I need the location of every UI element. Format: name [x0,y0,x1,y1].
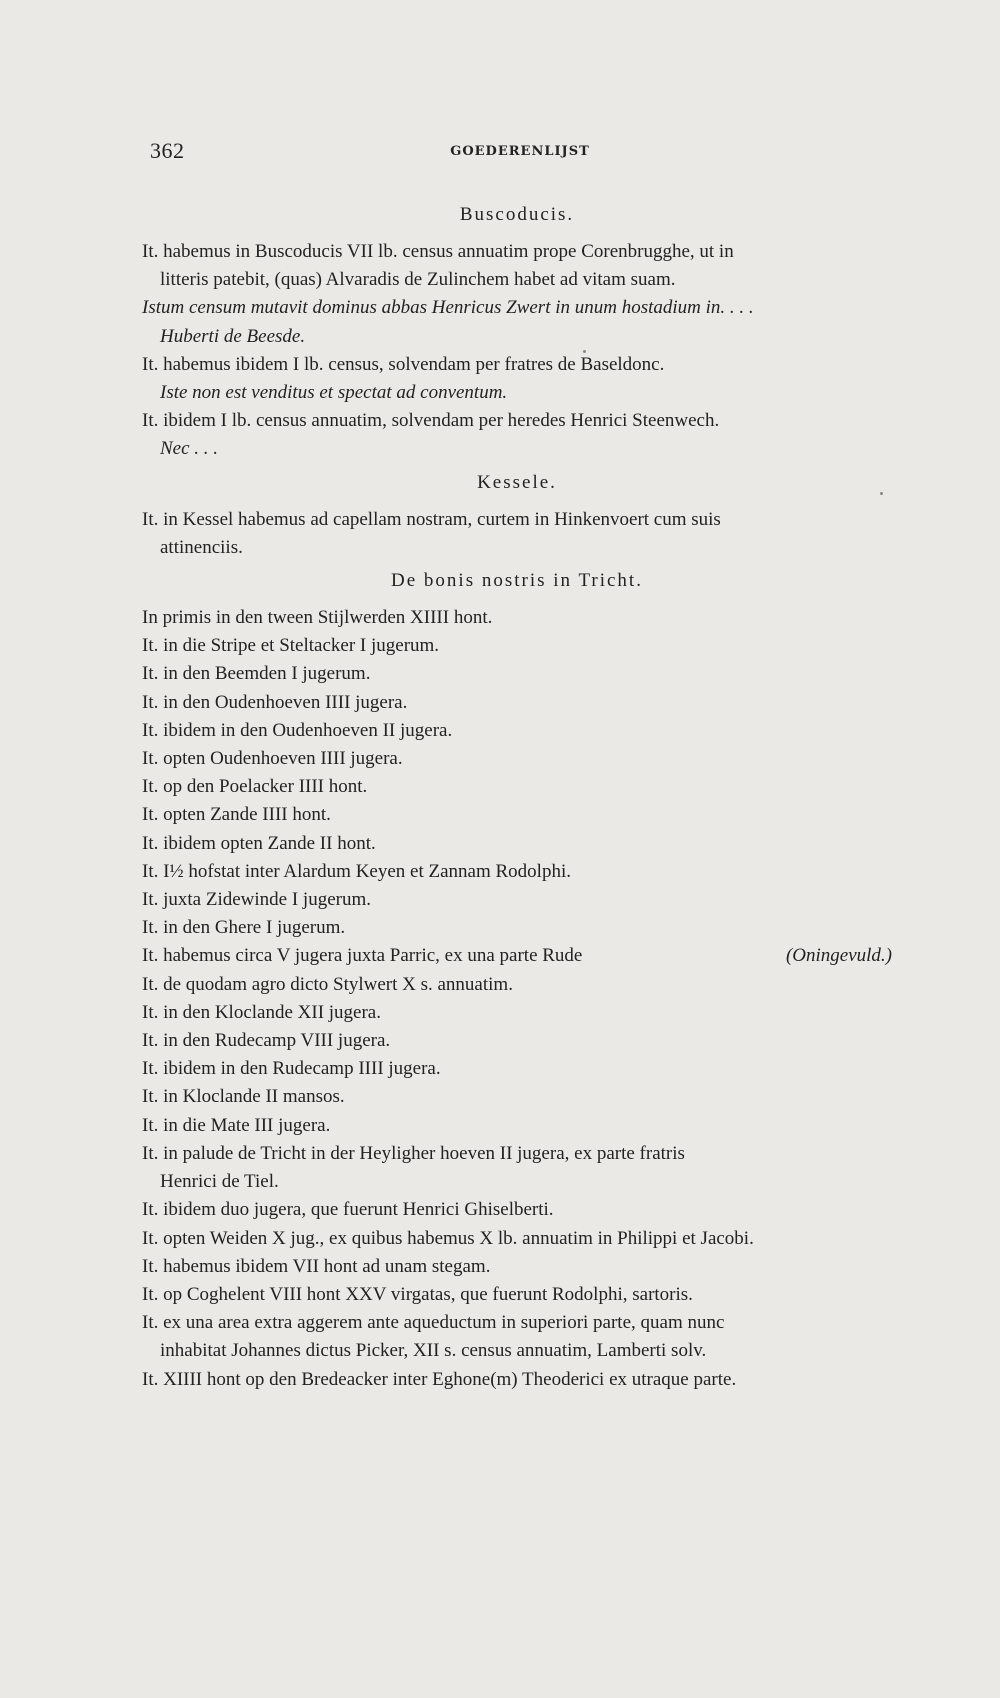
entry-line [142,717,892,745]
entry-line [142,914,892,942]
entry-line [142,1112,892,1140]
entry-text: It. in den Ghere I jugerum. [142,917,346,939]
entry-text: It. in den Rudecamp VIII jugera. [142,1030,391,1052]
section-heading: Buscoducis. [459,204,575,225]
entry-line [142,294,892,322]
entry-line [142,1140,892,1168]
entry-text: It. ibidem in den Rudecamp IIII jugera. [142,1058,441,1080]
entry-line [142,1168,892,1196]
entry-text: It. habemus ibidem I lb. census, solvendam per fratres de Baseldonc. [142,353,665,375]
page-number: 362 [150,138,185,163]
entry-text: Istum censum mutavit dominus abbas Henricus Zwert in unum hostadium in. . . . [142,297,754,319]
entry-text: It. ex una area extra aggerem ante aqueductum in superiori parte, quam nunc [142,1312,725,1334]
entry-line [142,1083,892,1111]
entry-text: litteris patebit, (quas) Alvaradis de Zulinchem habet ad vitam suam. [160,269,676,291]
entry-text: It. in den Kloclande XII jugera. [142,1001,381,1023]
entry-line [142,379,892,407]
entry-text: It. in den Beemden I jugerum. [142,663,371,685]
entry-text: It. ibidem duo jugera, que fuerunt Henrici Ghiselberti. [142,1199,554,1221]
section-heading: De bonis nostris in Tricht. [391,570,643,592]
entry-line [142,1253,892,1281]
entry-text: attinenciis. [160,536,243,558]
entry-line [142,689,892,717]
entry-line [142,1337,892,1365]
entry-line [142,1366,892,1394]
entry-line [142,604,892,632]
entry-text: It. in Kloclande II mansos. [142,1086,345,1108]
entry-text: It. in die Stripe et Steltacker I jugerum. [142,635,440,657]
section-heading: Kessele. [477,471,557,493]
entry-line [142,1196,892,1224]
entry-text: It. habemus ibidem VII hont ad unam stegam. [142,1255,491,1277]
entry-text: It. in Kessel habemus ad capellam nostram, curtem in Hinkenvoert cum suis [142,508,721,530]
entry-text: It. juxta Zidewinde I jugerum. [142,889,371,911]
page-header [150,138,890,168]
entry-line [142,773,892,801]
entry-text: It. opten Weiden X jug., ex quibus habemus X lb. annuatim in Philippi et Jacobi. [142,1227,754,1249]
entry-text: It. opten Zande IIII hont. [142,804,331,826]
speck [880,492,883,495]
entry-text: Nec . . . [160,438,219,460]
entry-text: inhabitat Johannes dictus Picker, XII s. census annuatim, Lamberti solv. [160,1340,707,1362]
entry-line [142,830,892,858]
entry-text: It. in die Mate III jugera. [142,1114,331,1136]
margin-note: (Oningevuld.) [785,945,892,967]
entry-text: Huberti de Beesde. [160,325,306,347]
entry-line [142,1281,892,1309]
entry-text: It. XIIII hont op den Bredeacker inter Eghone(m) Theoderici ex utraque parte. [142,1368,737,1390]
speck [583,350,586,353]
entry-line [142,1225,892,1253]
entry-text: It. in den Oudenhoeven IIII jugera. [142,691,408,713]
entry-line [142,971,892,999]
entry-text: It. habemus circa V jugera juxta Parric, ex una parte Rude [142,945,583,967]
document-body [142,196,892,1394]
entry-text: It. ibidem in den Oudenhoeven II jugera. [142,719,453,741]
entry-line [142,435,892,463]
entry-line [142,942,892,970]
entry-line [142,506,892,534]
entry-line [142,745,892,773]
entry-line [142,999,892,1027]
entry-line [142,407,892,435]
entry-line [142,351,892,379]
entry-text: It. ibidem opten Zande II hont. [142,832,376,854]
entry-line [142,886,892,914]
entry-line [142,801,892,829]
entry-text: In primis in den tween Stijlwerden XIIII hont. [142,607,493,629]
entry-line [142,660,892,688]
entry-line [142,1055,892,1083]
entry-text: Iste non est venditus et spectat ad conventum. [160,382,508,404]
entry-text: It. habemus in Buscoducis VII lb. census annuatim prope Corenbrugghe, ut in [142,241,734,262]
entry-line [142,632,892,660]
running-title: GOEDERENLIJST [450,144,590,159]
entry-text: It. op Coghelent VIII hont XXV virgatas, que fuerunt Rodolphi, sartoris. [142,1283,693,1305]
entry-text: It. ibidem I lb. census annuatim, solvendam per heredes Henrici Steenwech. [142,410,720,432]
entry-line [142,858,892,886]
entry-text: It. de quodam agro dicto Stylwert X s. annuatim. [142,973,513,995]
entry-text: It. op den Poelacker IIII hont. [142,776,368,798]
entry-line [142,534,892,562]
entry-line [142,238,892,266]
entry-text: It. opten Oudenhoeven IIII jugera. [142,748,403,770]
entry-line [142,323,892,351]
entry-text: Henrici de Tiel. [160,1171,279,1193]
entry-line [142,266,892,294]
entry-line [142,1309,892,1337]
entry-text: It. in palude de Tricht in der Heyligher hoeven II jugera, ex parte fratris [142,1142,685,1164]
entry-text: It. I½ hofstat inter Alardum Keyen et Zannam Rodolphi. [142,860,571,882]
entry-line [142,1027,892,1055]
